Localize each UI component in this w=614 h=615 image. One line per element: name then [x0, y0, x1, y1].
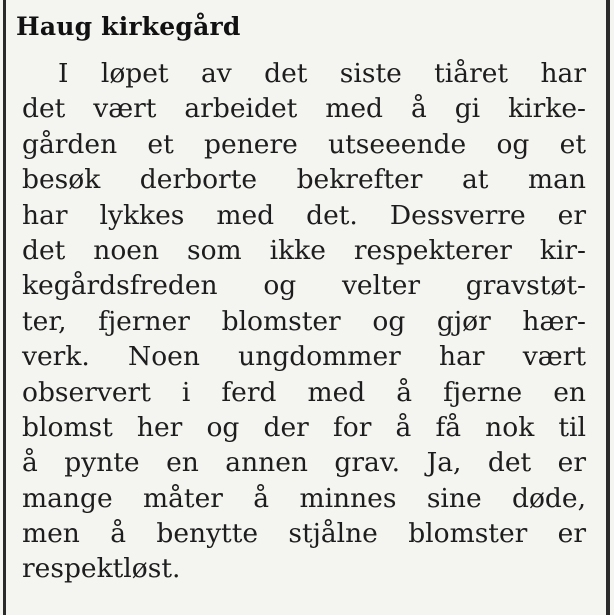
article-line: ter, fjerner blomster og gjør hær-	[22, 305, 586, 337]
article-line: respektløst.	[22, 553, 181, 585]
article-line: det noen som ikke respekterer kir-	[22, 234, 586, 266]
article-line: I løpet av det siste tiåret har	[58, 58, 586, 89]
column-rule-left	[3, 0, 6, 615]
article-line: gården et penere utseeende og et	[22, 128, 586, 160]
column-rule-right	[606, 0, 610, 615]
article-line: verk. Noen ungdommer har vært	[22, 341, 586, 373]
article-line: å pynte en annen grav. Ja, det er	[22, 447, 586, 479]
article-line: observert i ferd med å fjerne en	[22, 376, 586, 408]
article-headline: Haug kirkegård	[16, 12, 241, 41]
article-line: mange måter å minnes sine døde,	[22, 482, 586, 514]
article-line: blomst her og der for å få nok til	[22, 411, 586, 443]
article-line: kegårdsfreden og velter gravstøt-	[22, 270, 586, 302]
article-line: det vært arbeidet med å gi kirke-	[22, 93, 586, 125]
article-line: men å benytte stjålne blomster er	[22, 518, 586, 550]
article-line: besøk derborte bekrefter at man	[22, 164, 586, 196]
article-body	[22, 56, 586, 587]
article-line: har lykkes med det. Dessverre er	[22, 199, 586, 231]
